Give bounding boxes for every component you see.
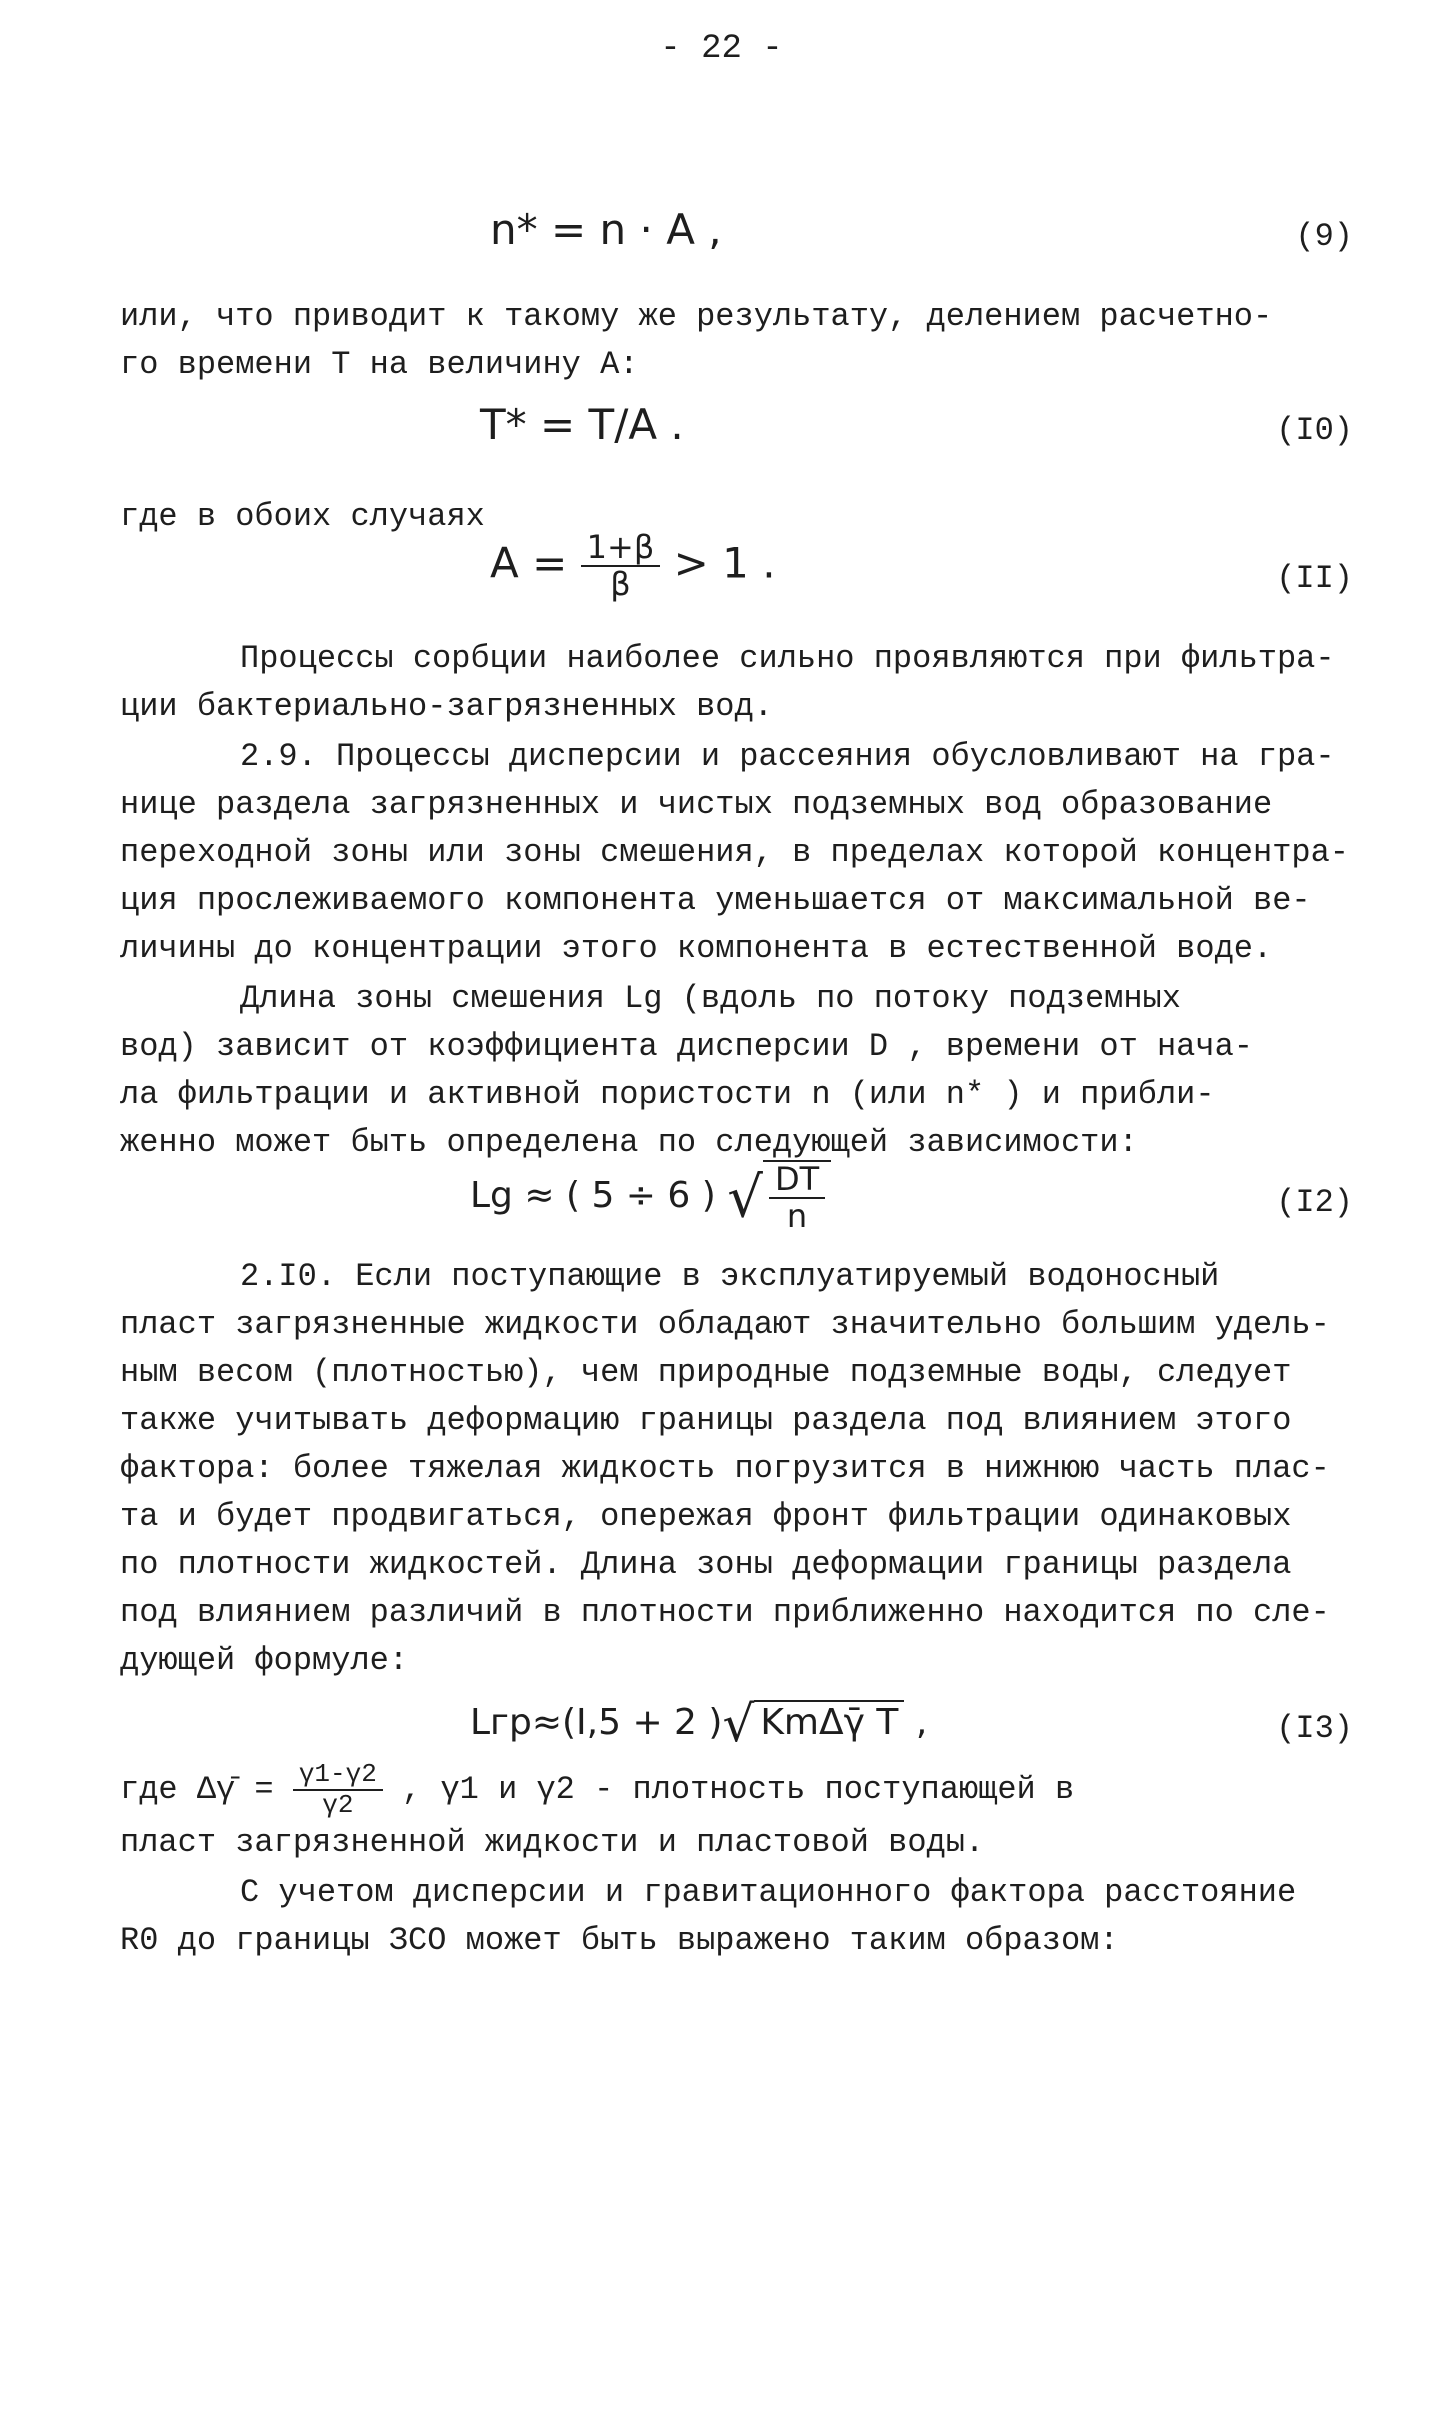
paragraph-line: дующей формуле:: [120, 1642, 409, 1679]
fraction-numerator: γ1-γ2: [293, 1760, 383, 1791]
square-root: √ KmΔγ̄ T: [722, 1695, 904, 1753]
equation-13-lhs: Lгр≈(I,5 + 2 ): [470, 1702, 723, 1743]
paragraph-line: го времени T на величину A:: [120, 346, 639, 383]
paragraph-line: или, что приводит к такому же результату, делением расчетно-: [120, 298, 1273, 335]
equation-12: [470, 1160, 831, 1234]
equation-10: T* = T/A .: [480, 400, 684, 449]
definition-line: [120, 1760, 1074, 1819]
equation-10-number: (I0): [1276, 412, 1353, 449]
equation-11-fraction: [581, 530, 661, 602]
square-root: √ $\frac{DT}{n}$: [727, 1160, 831, 1234]
equation-9-rhs: = n · A ,: [550, 205, 722, 254]
paragraph-line: женно может быть определена по следующей зависимости:: [120, 1124, 1138, 1161]
paragraph-line: по плотности жидкостей. Длина зоны деформации границы раздела: [120, 1546, 1292, 1583]
paragraph-line: под влиянием различий в плотности приближенно находится по сле-: [120, 1594, 1330, 1631]
paragraph-line: ла фильтрации и активной пористости n (или n* ) и прибли-: [120, 1076, 1215, 1113]
paragraph-line: личины до концентрации этого компонента в естественной воде.: [120, 930, 1273, 967]
equation-9: [490, 205, 722, 254]
paragraph-line: С учетом дисперсии и гравитационного фактора расстояние: [240, 1874, 1297, 1911]
radicand: KmΔγ̄ T: [754, 1700, 904, 1743]
paragraph-line: 2.9. Процессы дисперсии и рассеяния обусловливают на гра-: [240, 738, 1335, 775]
equation-12-lhs: Lg ≈ ( 5 ÷ 6 ): [470, 1175, 716, 1217]
paragraph-line: ция прослеживаемого компонента уменьшается от максимальной ве-: [120, 882, 1311, 919]
paragraph-line: ции бактериально-загрязненных вод.: [120, 688, 773, 725]
equation-12-fraction: [769, 1162, 825, 1234]
paragraph-line: также учитывать деформацию границы раздела под влиянием этого: [120, 1402, 1292, 1439]
page-number: - 22 -: [660, 30, 783, 68]
definition-rest: , γ1 и γ2 - плотность поступающей в: [402, 1771, 1075, 1809]
paragraph-line: пласт загрязненной жидкости и пластовой воды.: [120, 1824, 985, 1861]
paragraph-line: та и будет продвигаться, опережая фронт фильтрации одинаковых: [120, 1498, 1292, 1535]
fraction-numerator: DT: [769, 1162, 825, 1199]
paragraph-line: переходной зоны или зоны смешения, в пределах которой концентра-: [120, 834, 1349, 871]
density-difference-fraction: [293, 1760, 383, 1819]
paragraph-line: нице раздела загрязненных и чистых подземных вод образование: [120, 786, 1273, 823]
equation-12-number: (I2): [1276, 1184, 1353, 1221]
paragraph-line: фактора: более тяжелая жидкость погрузится в нижнюю часть плас-: [120, 1450, 1330, 1487]
equation-11-number: (II): [1276, 560, 1353, 597]
paragraph-line: пласт загрязненные жидкости обладают значительно большим удель-: [120, 1306, 1330, 1343]
equation-9-lhs: n*: [490, 205, 538, 254]
equation-13-tail: ,: [915, 1702, 928, 1743]
equation-13: [470, 1695, 927, 1753]
fraction-numerator: 1+β: [581, 530, 661, 567]
equation-11-lhs: A =: [490, 538, 568, 588]
definition-where: где Δγ̄ =: [120, 1771, 274, 1809]
fraction-denominator: β: [610, 565, 631, 604]
equation-9-number: (9): [1295, 218, 1353, 255]
paragraph-line: Процессы сорбции наиболее сильно проявляются при фильтра-: [240, 640, 1335, 677]
equation-13-number: (I3): [1276, 1710, 1353, 1747]
paragraph-line: где в обоих случаях: [120, 498, 485, 535]
fraction-denominator: γ2: [322, 1789, 354, 1820]
equation-11-rhs: > 1 .: [673, 538, 776, 588]
fraction-denominator: n: [786, 1197, 808, 1236]
paragraph-line: вод) зависит от коэффициента дисперсии D , времени от нача-: [120, 1028, 1253, 1065]
paragraph-line: Длина зоны смешения Lg (вдоль по потоку подземных: [240, 980, 1181, 1017]
equation-11: [490, 530, 776, 602]
paragraph-line: ным весом (плотностью), чем природные подземные воды, следует: [120, 1354, 1292, 1391]
paragraph-line: R0 до границы ЗСО может быть выражено таким образом:: [120, 1922, 1119, 1959]
paragraph-line: 2.I0. Если поступающие в эксплуатируемый водоносный: [240, 1258, 1220, 1295]
